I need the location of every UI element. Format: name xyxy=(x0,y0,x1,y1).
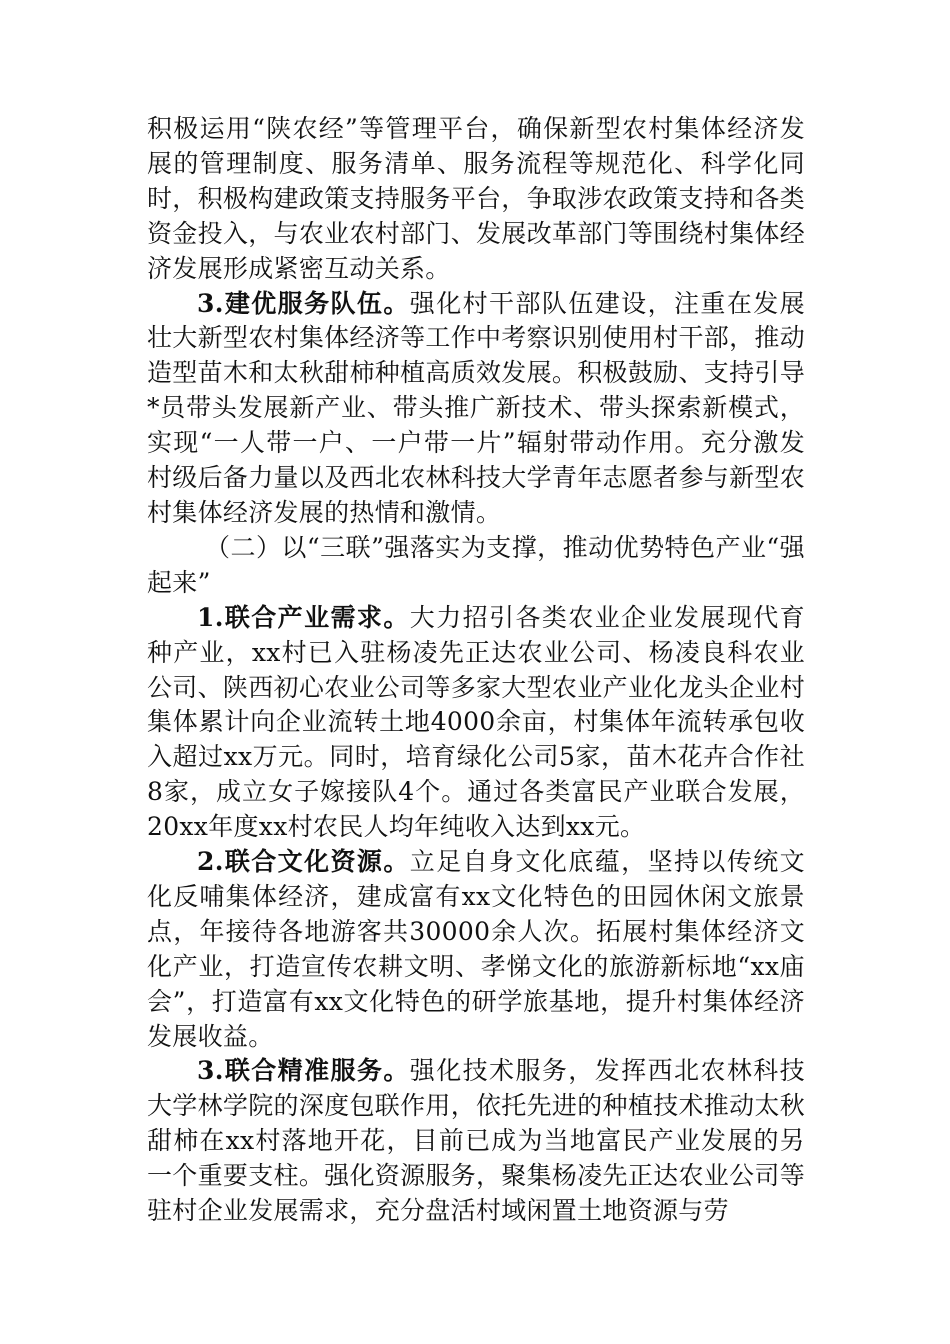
paragraph-platform xyxy=(147,112,805,287)
paragraph-body: 立足自身文化底蕴，坚持以传统文化反哺集体经济，建成富有xx文化特色的田园休闲文旅景点，年接待各地游客共30000余人次。拓展村集体经济文化产业，打造宣传农耕文明、孝悌文化的旅游新标地“xx庙会”，打造富有xx文化特色的研学旅基地，提升村集体经济发展收益。 xyxy=(147,847,805,1051)
paragraph-lead: 2.联合文化资源。 xyxy=(197,847,410,877)
paragraph-lead: 3.建优服务队伍。 xyxy=(197,288,410,318)
paragraph-lead: 3.联合精准服务。 xyxy=(197,1056,410,1086)
paragraph-body: 强化技术服务，发挥西北农林科技大学林学院的深度包联作用，依托先进的种植技术推动太秋甜柿在xx村落地开花，目前已成为当地富民产业发展的另一个重要支柱。强化资源服务，聚集杨凌先正达农业公司等驻村企业发展需求，充分盘活村域闲置土地资源与劳 xyxy=(147,1056,805,1226)
paragraph-body: 大力招引各类农业企业发展现代育种产业，xx村已入驻杨凌先正达农业公司、杨凌良科农业公司、陕西初心农业公司等多家大型农业产业化龙头企业村集体累计向企业流转土地4000余亩，村集体年流转承包收入超过xx万元。同时，培育绿化公司5家，苗木花卉合作社8家，成立女子嫁接队4个。通过各类富民产业联合发展，20xx年度xx村农民人均年纯收入达到xx元。 xyxy=(147,602,805,842)
document-page xyxy=(147,112,805,1229)
paragraph-body: 积极运用“陕农经”等管理平台，确保新型农村集体经济发展的管理制度、服务清单、服务流程等规范化、科学化同时，积极构建政策支持服务平台，争取涉农政策支持和各类资金投入，与农业农村部门、发展改革部门等围绕村集体经济发展形成紧密互动关系。 xyxy=(147,114,805,283)
paragraph-culture xyxy=(147,845,805,1054)
paragraph-precision-service xyxy=(147,1054,805,1229)
paragraph-body: 强化村干部队伍建设，注重在发展壮大新型农村集体经济等工作中考察识别使用村干部，推动造型苗木和太秋甜柿种植高质效发展。积极鼓励、支持引导*员带头发展新产业、带头推广新技术、带头探索新模式，实现“一人带一户、一户带一片”辐射带动作用。充分激发村级后备力量以及西北农林科技大学青年志愿者参与新型农村集体经济发展的热情和激情。 xyxy=(147,288,805,527)
paragraph-lead: 1.联合产业需求。 xyxy=(197,602,410,632)
section-heading xyxy=(147,531,805,601)
paragraph-service-team xyxy=(147,287,805,531)
paragraph-industry xyxy=(147,601,805,845)
section-heading-text: （二）以“三联”强落实为支撑，推动优势特色产业“强起来” xyxy=(147,532,805,597)
